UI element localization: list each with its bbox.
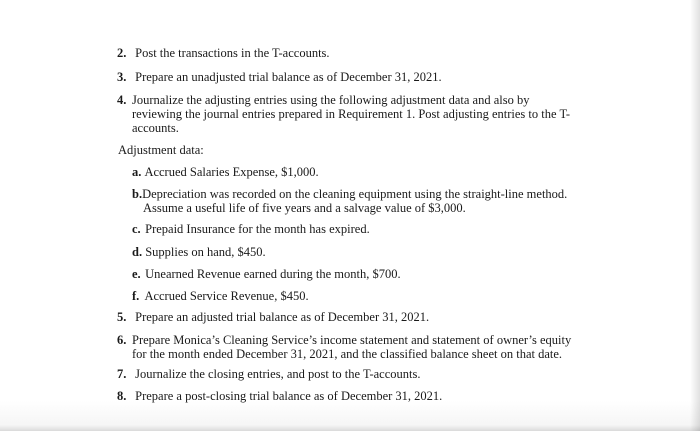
requirement-text: Post the transactions in the T-accounts. [135,46,330,60]
requirement-number: 4. [117,93,127,107]
adjustment-letter: c. [132,222,141,236]
adjustment-item-a [132,165,319,179]
requirement-text-line-3: accounts. [132,121,179,135]
adjustment-letter: b. [132,187,143,201]
requirement-5 [117,310,429,324]
adjustment-item-e [132,267,401,281]
page-edge-shadow-right [690,0,700,431]
adjustment-text: Unearned Revenue earned during the month, $700. [145,267,401,281]
adjustment-heading: Adjustment data: [118,143,204,157]
requirement-number: 6. [117,333,127,347]
page-edge-shadow-bottom [0,425,700,431]
adjustment-item-c [132,222,370,236]
requirement-number: 5. [117,310,127,324]
requirement-4 [117,93,570,135]
adjustment-letter: d. [132,245,143,259]
requirement-8 [117,389,442,403]
requirement-text: Journalize the closing entries, and post to the T-accounts. [135,367,421,381]
requirement-text-line-1: Journalize the adjusting entries using the following adjustment data and also by [132,93,530,107]
adjustment-item-d [132,245,266,259]
adjustment-text: Accrued Service Revenue, $450. [144,289,309,303]
requirement-6 [117,333,571,361]
requirement-number: 7. [117,367,127,381]
adjustment-text-line-1: Depreciation was recorded on the cleaning equipment using the straight-line method. [142,187,568,201]
requirement-2 [117,46,330,60]
requirement-text-line-1: Prepare Monica’s Cleaning Service’s income statement and statement of owner’s equity [132,333,572,347]
requirement-number: 3. [117,70,127,84]
requirement-number: 2. [117,46,127,60]
adjustment-text-line-2: Assume a useful life of five years and a salvage value of $3,000. [143,201,466,215]
requirement-text-line-2: for the month ended December 31, 2021, and the classified balance sheet on that date. [132,347,563,361]
requirement-text: Prepare an unadjusted trial balance as of December 31, 2021. [135,70,442,84]
adjustment-text: Prepaid Insurance for the month has expired. [145,222,370,236]
adjustment-text: Supplies on hand, $450. [145,245,266,259]
adjustment-item-f [132,289,309,303]
requirement-text-line-2: reviewing the journal entries prepared in Requirement 1. Post adjusting entries to the T- [132,107,571,121]
requirement-3 [117,70,442,84]
adjustment-text: Accrued Salaries Expense, $1,000. [144,165,319,179]
requirement-text: Prepare an adjusted trial balance as of December 31, 2021. [135,310,430,324]
adjustment-letter: a. [132,165,142,179]
requirement-number: 8. [117,389,127,403]
adjustment-letter: f. [132,289,140,303]
adjustment-item-b [132,187,567,215]
adjustment-letter: e. [132,267,141,281]
requirement-7 [117,367,420,381]
requirement-text: Prepare a post-closing trial balance as of December 31, 2021. [135,389,443,403]
